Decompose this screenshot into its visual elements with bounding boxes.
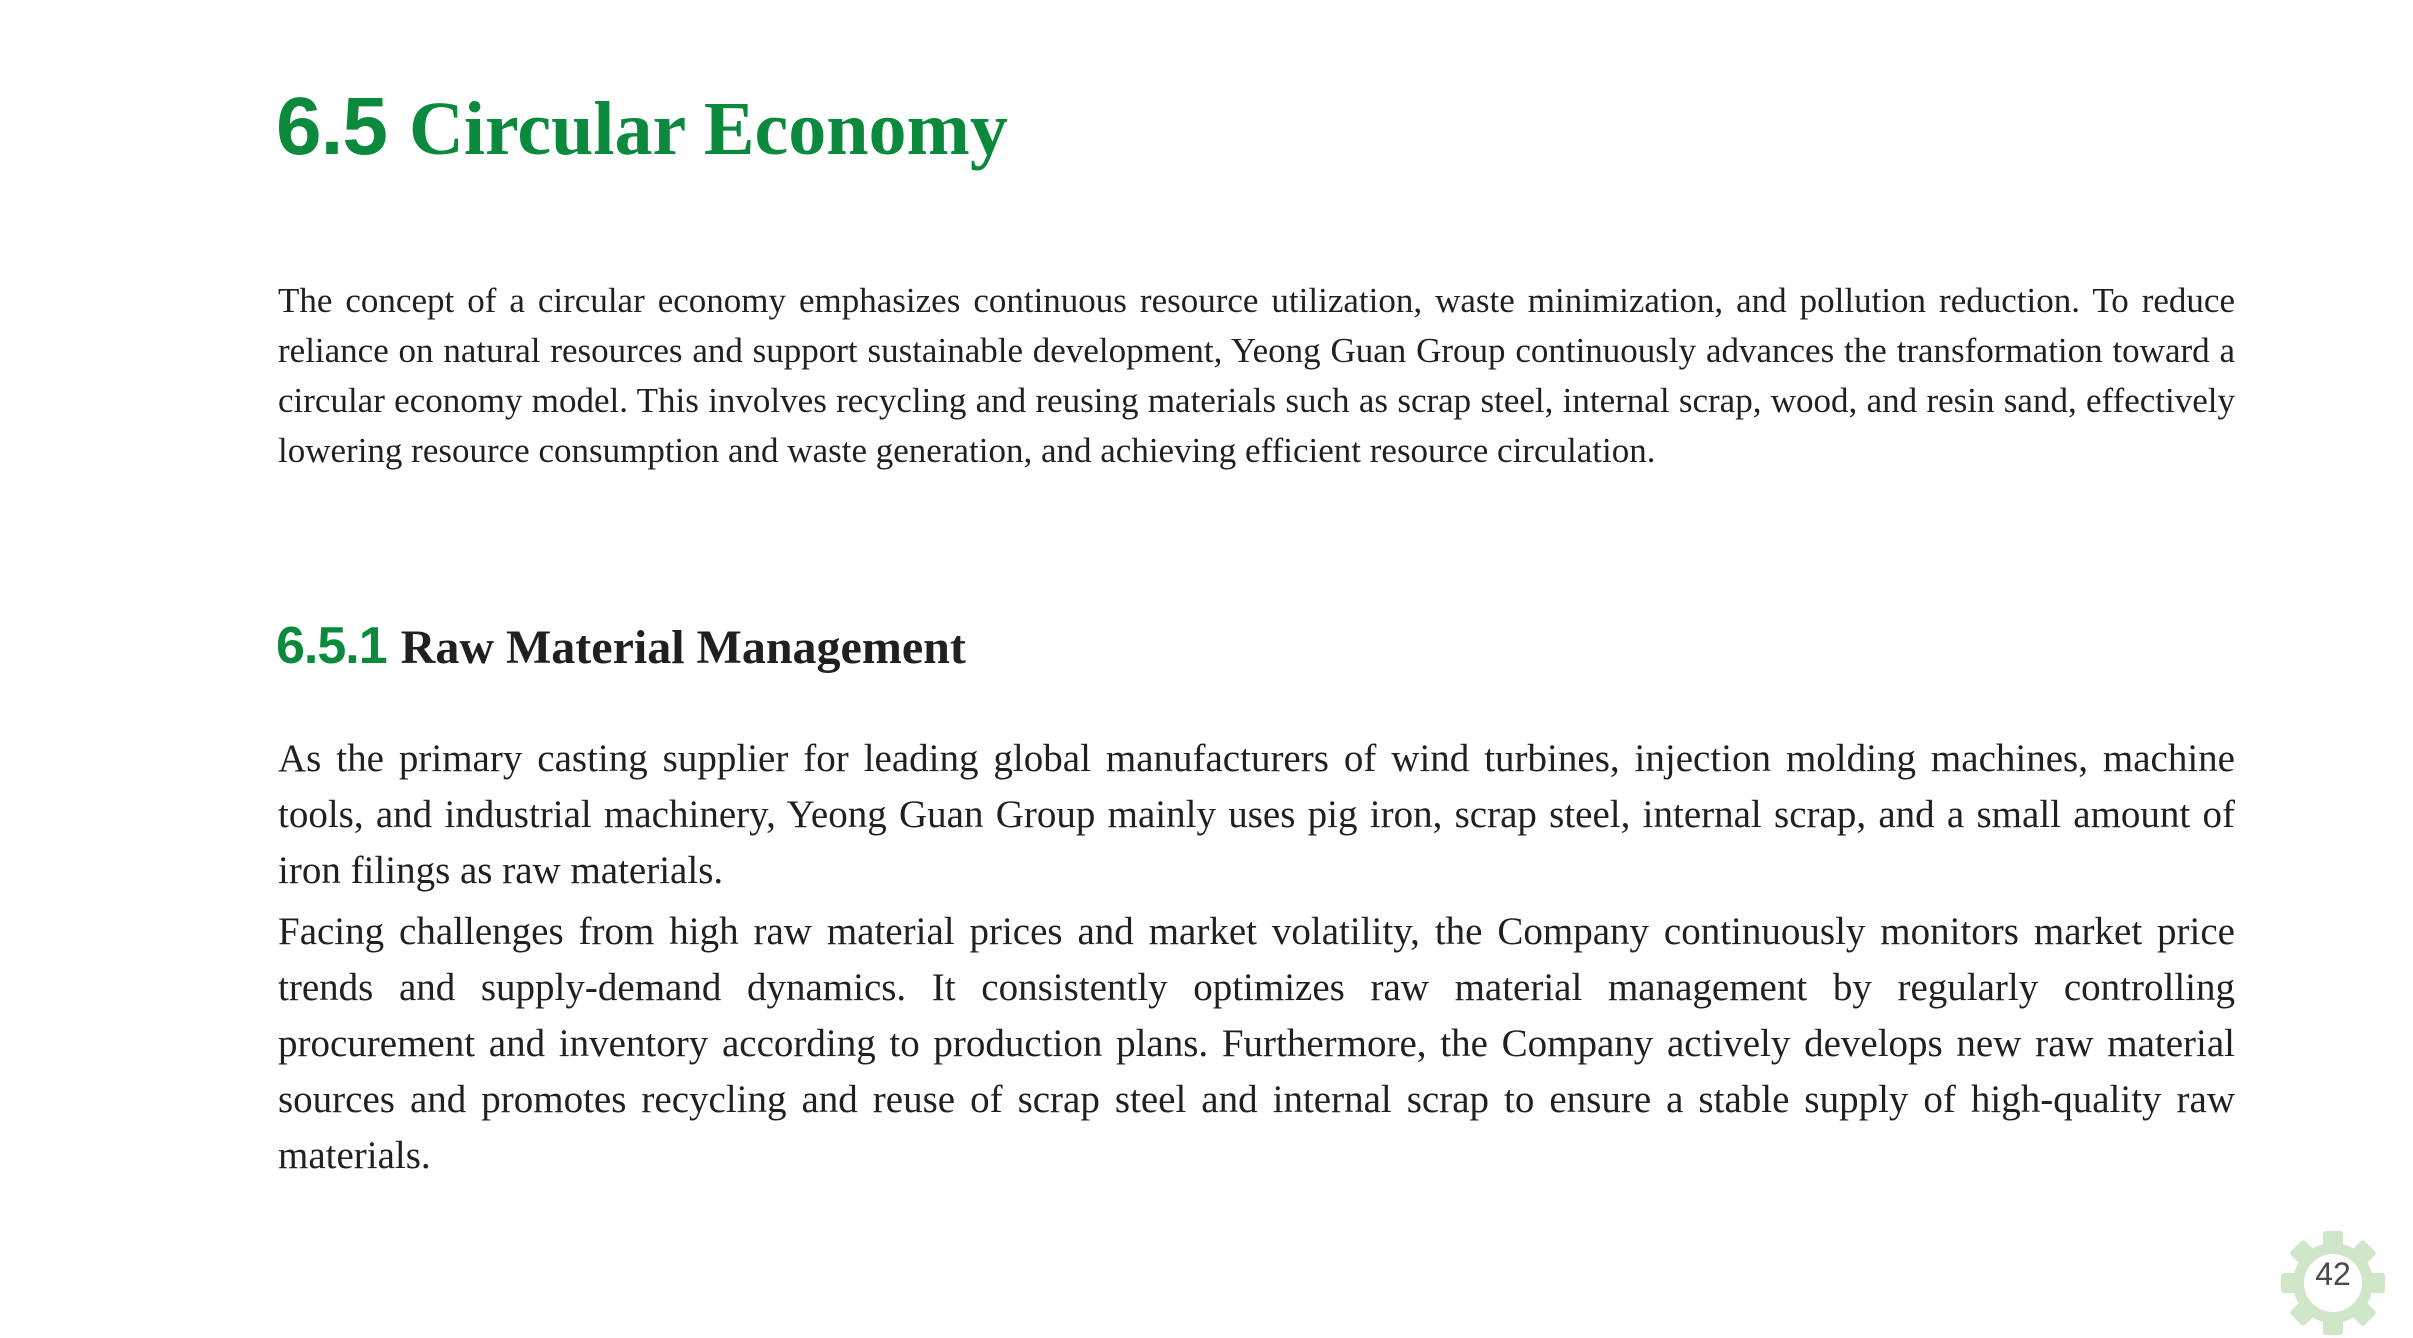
intro-paragraph: The concept of a circular economy emphasizes continuous resource utilization, waste minimization, and pollution reduction. To reduce reliance on natural resources and support sustainable development, Yeong Guan Group continuously advances the transformation toward a circular economy model. This involves recycling and reusing materials such as scrap steel, internal scrap, wood, and resin sand, effectively lowering resource consumption and waste generation, and achieving efficient resource circulation. xyxy=(278,281,2235,470)
subsection-title: Raw Material Management xyxy=(400,621,966,674)
section-title: Circular Economy xyxy=(409,87,1008,171)
subsection-heading xyxy=(276,617,966,675)
section-heading xyxy=(276,81,1008,172)
page-number-badge xyxy=(2278,1228,2388,1338)
section-number: 6.5 xyxy=(276,81,387,172)
body-paragraph-1: As the primary casting supplier for leading global manufacturers of wind turbines, injection molding machines, machine tools, and industrial machinery, Yeong Guan Group mainly uses pig iron, scrap steel, internal scrap, and a small amount of iron filings as raw materials. xyxy=(278,737,2235,892)
subsection-number: 6.5.1 xyxy=(276,617,387,675)
body-paragraph-2: Facing challenges from high raw material prices and market volatility, the Company continuously monitors market price trends and supply-demand dynamics. It consistently optimizes raw material management by regularly controlling procurement and inventory according to production plans. Furthermore, the Company actively develops new raw material sources and promotes recycling and reuse of scrap steel and internal scrap to ensure a stable supply of high-quality raw materials. xyxy=(278,910,2235,1177)
page-number: 42 xyxy=(2315,1256,2351,1292)
